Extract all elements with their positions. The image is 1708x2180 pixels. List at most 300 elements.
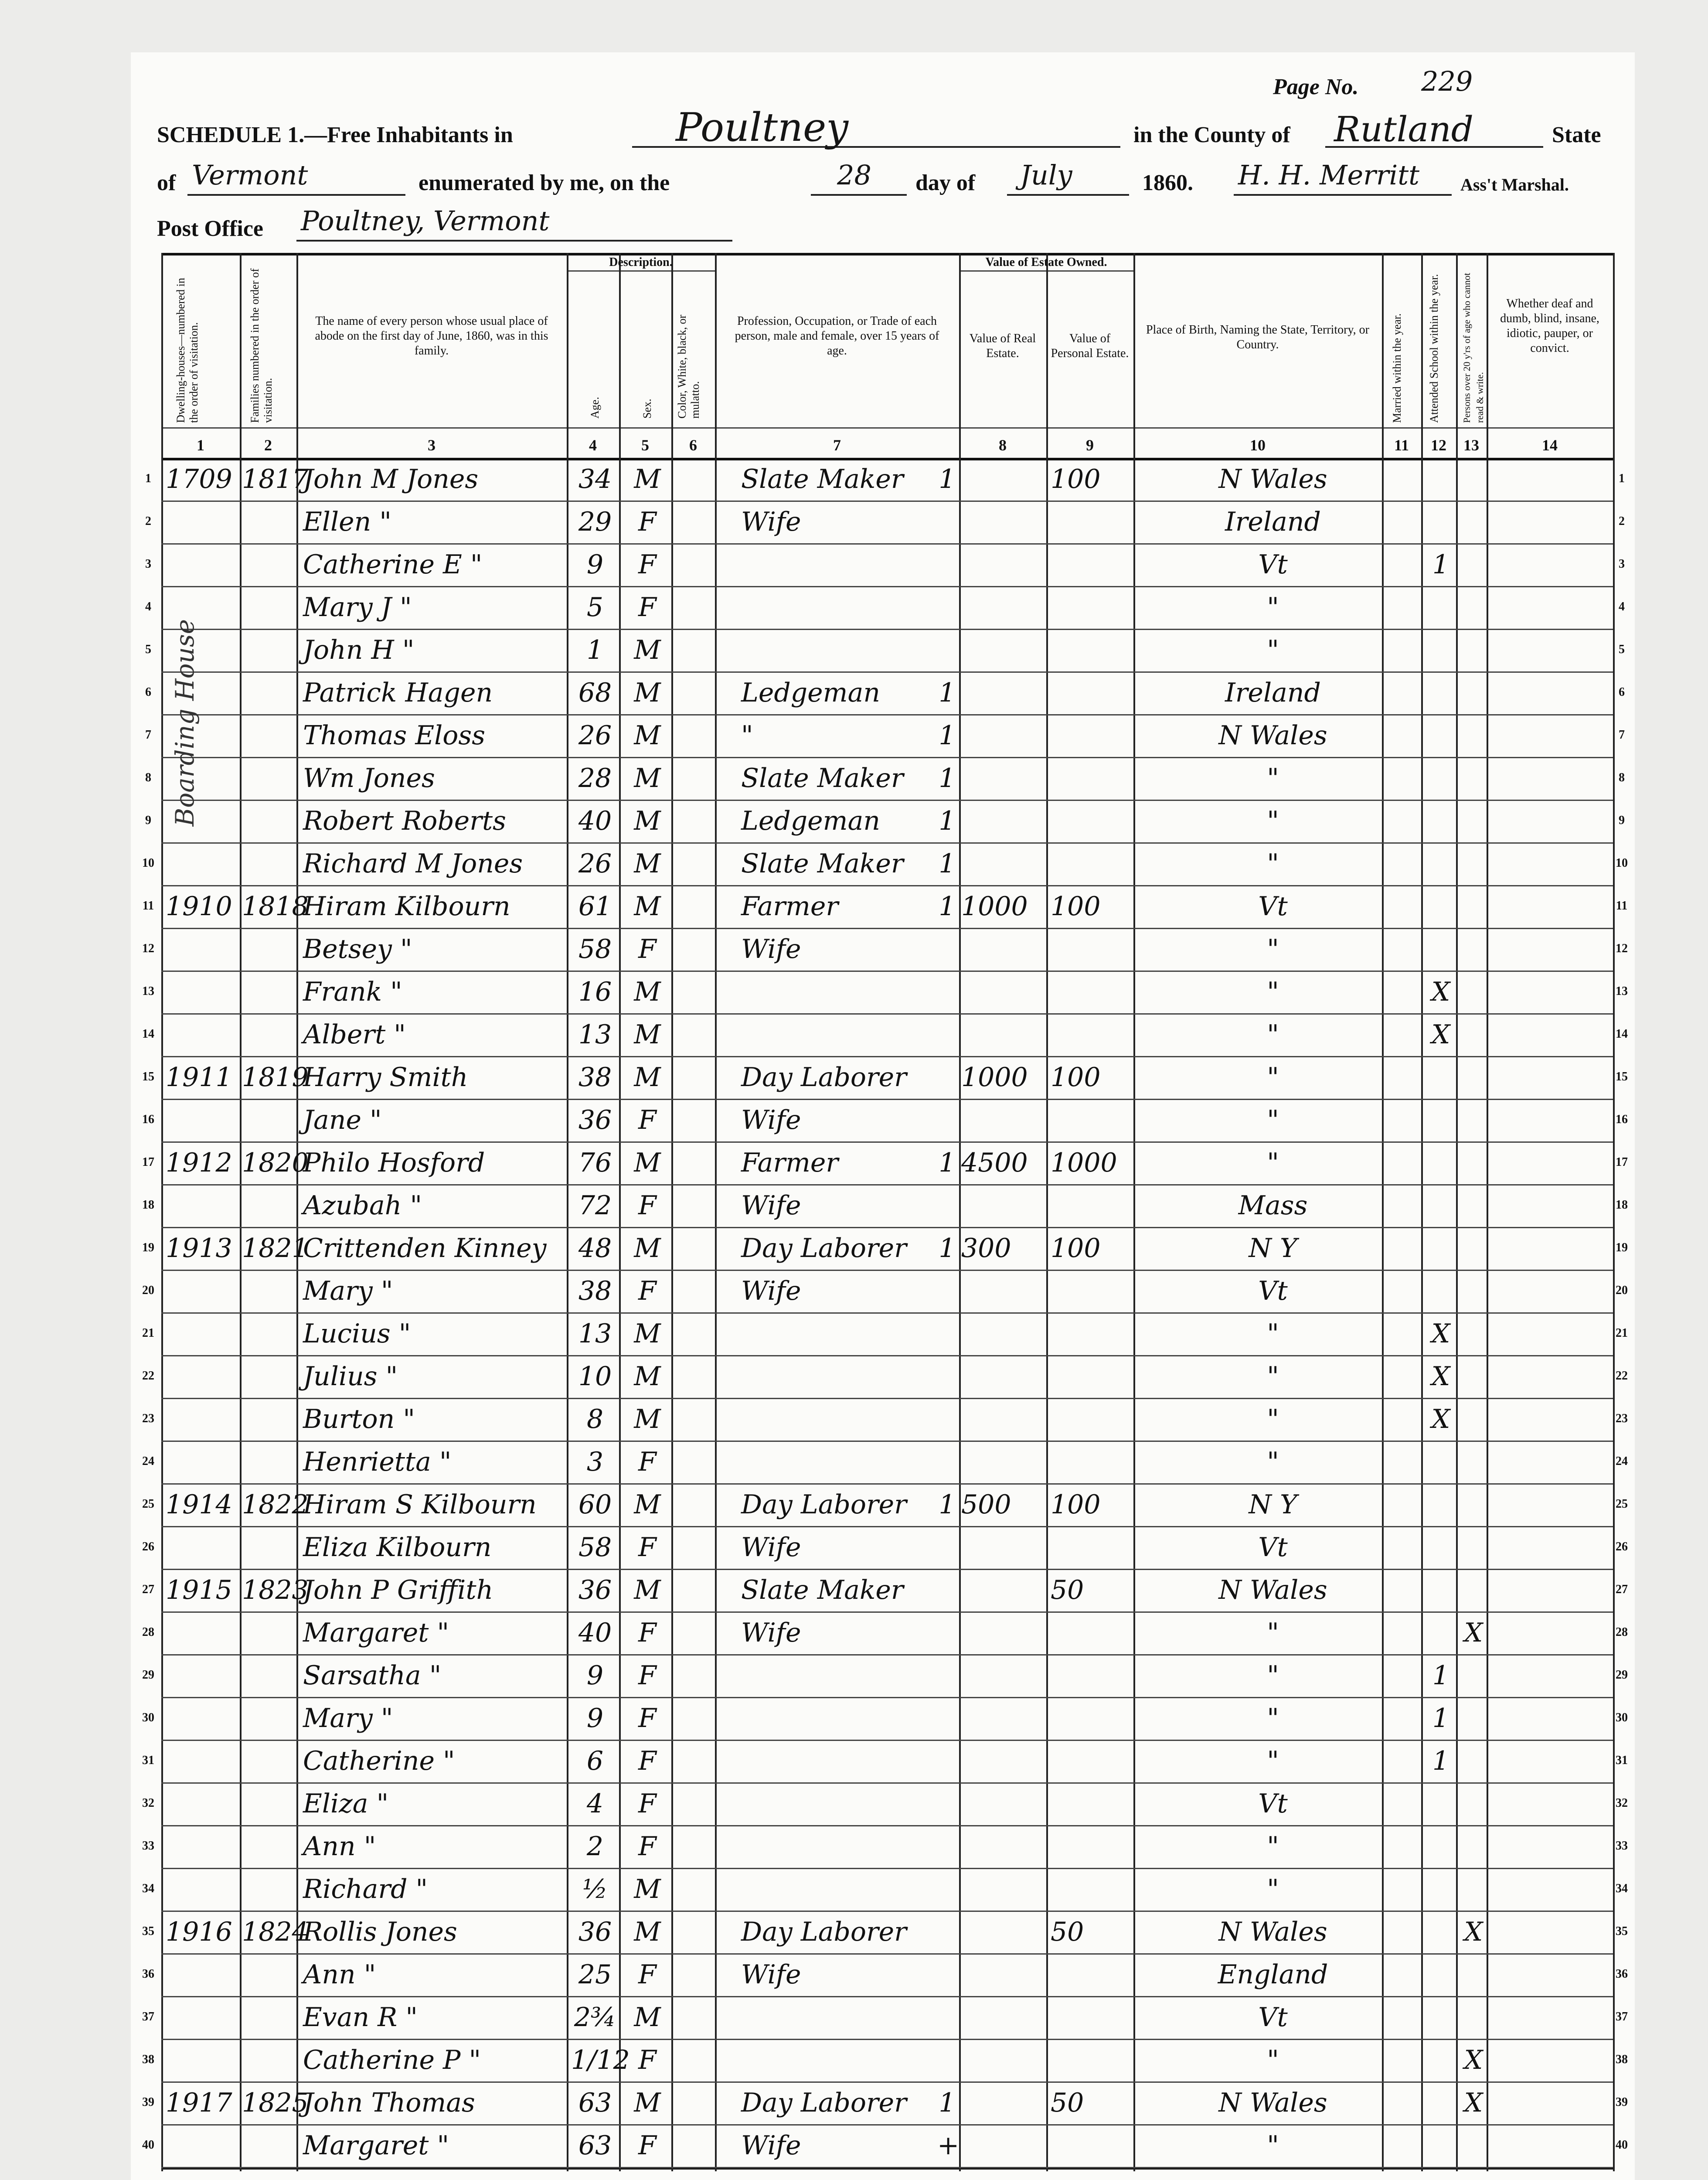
illiterate-mark: X xyxy=(1464,2045,1483,2075)
person-name: Ann " xyxy=(303,1959,376,1990)
occupation: Wife xyxy=(741,1276,801,1306)
birthplace: Vt xyxy=(1258,2002,1288,2033)
col-line-12 xyxy=(1456,253,1458,2171)
person-name: John M Jones xyxy=(303,464,479,494)
person-name: Robert Roberts xyxy=(303,806,506,836)
row-number: 19 xyxy=(142,1241,154,1254)
age: 36 xyxy=(578,1105,612,1135)
col-line-4 xyxy=(619,253,621,2171)
colnum-1: 1 xyxy=(197,436,204,454)
post-office-label: Post Office xyxy=(157,216,264,241)
row-line xyxy=(161,1441,1613,1442)
person-name: Richard " xyxy=(303,1874,428,1904)
birthplace: " xyxy=(1267,977,1279,1007)
row-line xyxy=(161,1227,1613,1228)
sex: F xyxy=(638,592,657,623)
occupation: Wife xyxy=(741,2130,801,2161)
occupation-mark: 1 xyxy=(939,2088,956,2118)
row-number: 40 xyxy=(1616,2138,1628,2152)
row-line xyxy=(161,501,1613,502)
header-value-owned: Value of Estate Owned. xyxy=(985,255,1107,269)
row-line xyxy=(161,1312,1613,1314)
row-number: 7 xyxy=(145,728,151,742)
row-line xyxy=(161,928,1613,929)
birthplace: " xyxy=(1267,1062,1279,1093)
dwelling-number: 1914 xyxy=(166,1489,232,1520)
day: 28 xyxy=(837,159,871,191)
row-number: 1 xyxy=(145,472,151,485)
occupation: Wife xyxy=(741,1532,801,1563)
col-line-0 xyxy=(161,253,163,2171)
sex: F xyxy=(638,1532,657,1563)
row-line xyxy=(161,586,1613,587)
real-estate-value: 500 xyxy=(961,1489,1011,1520)
row-number: 2 xyxy=(1619,514,1625,528)
age: 61 xyxy=(578,891,612,922)
family-number: 1822 xyxy=(242,1489,309,1520)
row-number: 23 xyxy=(1616,1412,1628,1425)
row-number: 9 xyxy=(145,814,151,827)
occupation: Ledgeman xyxy=(741,678,880,708)
real-estate-value: 1000 xyxy=(961,891,1028,922)
sex: F xyxy=(638,1105,657,1135)
header-sex: Sex. xyxy=(641,399,653,419)
sex: M xyxy=(634,720,661,751)
birthplace: " xyxy=(1267,592,1279,623)
row-number: 26 xyxy=(142,1540,154,1553)
row-number: 13 xyxy=(1616,984,1628,998)
occupation: Wife xyxy=(741,1105,801,1135)
row-line xyxy=(161,1782,1613,1784)
birthplace: " xyxy=(1267,1746,1279,1776)
row-number: 5 xyxy=(1619,643,1625,656)
person-name: Harry Smith xyxy=(303,1062,468,1093)
age: 48 xyxy=(578,1233,612,1264)
occupation-mark: 1 xyxy=(939,763,956,794)
row-number: 23 xyxy=(142,1412,154,1425)
age: 29 xyxy=(578,507,612,537)
sex: M xyxy=(634,763,661,794)
age: 9 xyxy=(586,549,604,580)
sex: F xyxy=(638,1618,657,1648)
row-number: 20 xyxy=(1616,1284,1628,1297)
colnum-14: 14 xyxy=(1542,436,1558,454)
row-line xyxy=(161,885,1613,886)
col-line-9 xyxy=(1133,253,1135,2171)
header-age: Age. xyxy=(589,397,601,419)
dwelling-number: 1709 xyxy=(166,464,232,494)
row-line xyxy=(161,1355,1613,1356)
row-number: 3 xyxy=(1619,557,1625,571)
row-number: 37 xyxy=(1616,2010,1628,2023)
birthplace: " xyxy=(1267,1874,1279,1904)
row-line xyxy=(161,1013,1613,1015)
marshal-label: Ass't Marshal. xyxy=(1460,175,1569,194)
person-name: Sarsatha " xyxy=(303,1660,442,1691)
birthplace: Vt xyxy=(1258,1788,1288,1819)
col-line-3 xyxy=(567,253,568,2171)
header-school: Attended School within the year. xyxy=(1428,274,1440,423)
row-number: 32 xyxy=(1616,1796,1628,1810)
family-number: 1821 xyxy=(242,1233,309,1264)
person-name: Albert " xyxy=(303,1019,406,1050)
age: 58 xyxy=(578,1532,612,1563)
row-number: 2 xyxy=(145,514,151,528)
row-number: 32 xyxy=(142,1796,154,1810)
row-number: 8 xyxy=(1619,771,1625,784)
row-number: 35 xyxy=(1616,1925,1628,1938)
school-mark: 1 xyxy=(1432,549,1449,580)
row-line xyxy=(161,1569,1613,1570)
sex: F xyxy=(638,507,657,537)
birthplace: Mass xyxy=(1238,1190,1308,1221)
age: 16 xyxy=(578,977,612,1007)
day-blank xyxy=(811,194,907,196)
row-line xyxy=(161,1740,1613,1741)
enumerated-label: enumerated by me, on the xyxy=(418,170,670,195)
school-mark: X xyxy=(1431,1361,1450,1392)
col-line-1 xyxy=(240,253,242,2171)
age: 40 xyxy=(578,1618,612,1648)
row-line xyxy=(161,1184,1613,1185)
row-number: 17 xyxy=(142,1155,154,1169)
birthplace: N Wales xyxy=(1218,1575,1327,1605)
person-name: Julius " xyxy=(303,1361,398,1392)
school-mark: X xyxy=(1431,1404,1450,1434)
school-mark: X xyxy=(1431,1019,1450,1050)
row-number: 5 xyxy=(145,643,151,656)
personal-estate-value: 100 xyxy=(1051,1233,1101,1264)
header-color: Color, White, black, or mulatto. xyxy=(676,314,701,419)
row-number: 21 xyxy=(1616,1326,1628,1340)
sex: F xyxy=(638,2045,657,2075)
dwelling-number: 1910 xyxy=(166,891,232,922)
occupation: Slate Maker xyxy=(741,464,904,494)
age: 38 xyxy=(578,1062,612,1093)
age: 1/12 xyxy=(571,2045,630,2075)
row-number: 1 xyxy=(1619,472,1625,485)
row-number: 38 xyxy=(142,2053,154,2066)
birthplace: " xyxy=(1267,1148,1279,1178)
column-header-bottom xyxy=(161,427,1613,429)
row-number: 16 xyxy=(1616,1113,1628,1126)
sex: M xyxy=(634,977,661,1007)
row-number: 22 xyxy=(1616,1369,1628,1383)
occupation-mark: 1 xyxy=(939,1148,956,1178)
personal-estate-value: 100 xyxy=(1051,1062,1101,1093)
occupation: Day Laborer xyxy=(741,1062,907,1093)
age: 26 xyxy=(578,720,612,751)
month: July xyxy=(1020,159,1072,191)
header-married: Married within the year. xyxy=(1391,313,1403,423)
occupation: Slate Maker xyxy=(741,848,904,879)
person-name: Burton " xyxy=(303,1404,415,1434)
occupation: Wife xyxy=(741,934,801,964)
page-number-label: Page No. xyxy=(1273,75,1359,99)
marshal: H. H. Merritt xyxy=(1238,159,1420,191)
row-number: 10 xyxy=(142,856,154,870)
personal-estate-value: 50 xyxy=(1051,1917,1084,1947)
row-line xyxy=(161,1611,1613,1613)
row-number: 24 xyxy=(142,1454,154,1468)
table-top-border xyxy=(161,253,1613,255)
sex: M xyxy=(634,1019,661,1050)
occupation-mark: 1 xyxy=(939,1233,956,1264)
sex: M xyxy=(634,2088,661,2118)
row-number: 8 xyxy=(145,771,151,784)
real-estate-value: 4500 xyxy=(961,1148,1028,1178)
row-line xyxy=(161,1141,1613,1143)
person-name: Thomas Eloss xyxy=(303,720,486,751)
illiterate-mark: X xyxy=(1464,1618,1483,1648)
sex: M xyxy=(634,635,661,665)
occupation-mark: 1 xyxy=(939,1489,956,1520)
sex: F xyxy=(638,1831,657,1862)
age: 2¾ xyxy=(574,2002,616,2033)
birthplace: " xyxy=(1267,806,1279,836)
row-number: 27 xyxy=(1616,1583,1628,1596)
sex: M xyxy=(634,1361,661,1392)
row-number: 11 xyxy=(142,899,154,913)
row-line xyxy=(161,714,1613,715)
sex: M xyxy=(634,891,661,922)
person-name: Rollis Jones xyxy=(303,1917,457,1947)
row-number: 35 xyxy=(142,1925,154,1938)
personal-estate-value: 100 xyxy=(1051,891,1101,922)
colnum-4: 4 xyxy=(589,436,597,454)
personal-estate-value: 100 xyxy=(1051,1489,1101,1520)
sex: F xyxy=(638,1703,657,1734)
occupation-mark: 1 xyxy=(939,806,956,836)
age: 5 xyxy=(586,592,604,623)
dwelling-number: 1911 xyxy=(166,1062,232,1093)
occupation-mark: 1 xyxy=(939,891,956,922)
person-name: Eliza " xyxy=(303,1788,389,1819)
row-number: 37 xyxy=(142,2010,154,2023)
row-number: 34 xyxy=(1616,1882,1628,1895)
dwelling-number: 1913 xyxy=(166,1233,232,1264)
family-number: 1825 xyxy=(242,2088,309,2118)
dwelling-number: 1915 xyxy=(166,1575,232,1605)
row-line xyxy=(161,1483,1613,1485)
row-line xyxy=(161,2124,1613,2126)
row-number: 14 xyxy=(142,1027,154,1041)
row-number: 12 xyxy=(1616,942,1628,955)
row-number: 36 xyxy=(1616,1967,1628,1981)
marshal-blank xyxy=(1234,194,1452,196)
of-label: of xyxy=(157,170,176,195)
occupation: Farmer xyxy=(741,1148,839,1178)
col-line-7 xyxy=(959,253,961,2171)
school-mark: 1 xyxy=(1432,1703,1449,1734)
school-mark: 1 xyxy=(1432,1746,1449,1776)
personal-estate-value: 50 xyxy=(1051,1575,1084,1605)
birthplace: Vt xyxy=(1258,549,1288,580)
family-number: 1818 xyxy=(242,891,309,922)
person-name: Betsey " xyxy=(303,934,412,964)
birthplace: N Y xyxy=(1249,1489,1297,1520)
birthplace: " xyxy=(1267,1404,1279,1434)
row-number: 30 xyxy=(142,1711,154,1724)
row-number: 28 xyxy=(142,1625,154,1639)
person-name: Lucius " xyxy=(303,1318,411,1349)
sex: F xyxy=(638,1447,657,1477)
sex: M xyxy=(634,806,661,836)
sex: M xyxy=(634,1148,661,1178)
occupation-mark: 1 xyxy=(939,464,956,494)
description-divider xyxy=(567,270,715,272)
age: 58 xyxy=(578,934,612,964)
age: 38 xyxy=(578,1276,612,1306)
row-line xyxy=(161,1398,1613,1399)
person-name: Eliza Kilbourn xyxy=(303,1532,492,1563)
birthplace: Ireland xyxy=(1225,678,1321,708)
row-number: 22 xyxy=(142,1369,154,1383)
person-name: John H " xyxy=(303,635,415,665)
row-number: 20 xyxy=(142,1284,154,1297)
row-number: 33 xyxy=(142,1839,154,1853)
family-number: 1823 xyxy=(242,1575,309,1605)
person-name: Margaret " xyxy=(303,2130,449,2161)
row-number: 15 xyxy=(142,1070,154,1083)
row-line xyxy=(161,2167,1613,2168)
age: 2 xyxy=(586,1831,604,1862)
birthplace: " xyxy=(1267,1361,1279,1392)
age: 25 xyxy=(578,1959,612,1990)
colnum-5: 5 xyxy=(641,436,649,454)
row-number: 24 xyxy=(1616,1454,1628,1468)
row-line xyxy=(161,1056,1613,1057)
person-name: John Thomas xyxy=(303,2088,475,2118)
person-name: Mary " xyxy=(303,1276,393,1306)
row-number: 26 xyxy=(1616,1540,1628,1553)
row-number: 16 xyxy=(142,1113,154,1126)
margin-note: Boarding House xyxy=(170,619,200,827)
year: 1860. xyxy=(1142,170,1193,195)
family-number: 1817 xyxy=(242,464,309,494)
age: 28 xyxy=(578,763,612,794)
age: 3 xyxy=(586,1447,604,1477)
header-personal-estate: Value of Personal Estate. xyxy=(1051,332,1129,360)
column-number-bottom xyxy=(161,458,1613,460)
age: 13 xyxy=(578,1019,612,1050)
age: 72 xyxy=(578,1190,612,1221)
person-name: Mary " xyxy=(303,1703,393,1734)
occupation: Day Laborer xyxy=(741,1489,907,1520)
row-line xyxy=(161,757,1613,758)
sex: M xyxy=(634,1575,661,1605)
header-families: Families numbered in the order of visitation. xyxy=(248,268,274,423)
person-name: John P Griffith xyxy=(303,1575,493,1605)
header-name: The name of every person whose usual place of abode on the first day of June, 1860, was in this family. xyxy=(315,314,548,358)
age: 76 xyxy=(578,1148,612,1178)
header-birthplace: Place of Birth, Naming the State, Territory, or Country. xyxy=(1146,323,1370,351)
occupation-mark: 1 xyxy=(939,848,956,879)
family-number: 1819 xyxy=(242,1062,309,1093)
census-sheet xyxy=(131,52,1635,2180)
sex: F xyxy=(638,1190,657,1221)
person-name: Wm Jones xyxy=(303,763,435,794)
occupation: Day Laborer xyxy=(741,2088,907,2118)
age: 6 xyxy=(586,1746,604,1776)
sex: F xyxy=(638,2130,657,2161)
row-number: 15 xyxy=(1616,1070,1628,1083)
sex: M xyxy=(634,1874,661,1904)
row-number: 39 xyxy=(142,2095,154,2109)
row-number: 39 xyxy=(1616,2095,1628,2109)
header-occupation: Profession, Occupation, or Trade of each person, male and female, over 15 years of age. xyxy=(735,314,939,358)
occupation-mark: + xyxy=(937,2130,959,2161)
age: 60 xyxy=(578,1489,612,1520)
row-line xyxy=(161,2039,1613,2040)
row-number: 18 xyxy=(142,1198,154,1212)
county-label: in the County of xyxy=(1133,123,1290,147)
age: 4 xyxy=(586,1788,604,1819)
row-number: 9 xyxy=(1619,814,1625,827)
row-line xyxy=(161,1526,1613,1527)
town: Poultney xyxy=(676,105,849,150)
row-number: 11 xyxy=(1616,899,1628,913)
state-label: State xyxy=(1552,123,1601,147)
row-number: 31 xyxy=(142,1754,154,1767)
birthplace: N Wales xyxy=(1218,464,1327,494)
sex: M xyxy=(634,1233,661,1264)
school-mark: 1 xyxy=(1432,1660,1449,1691)
sex: M xyxy=(634,1062,661,1093)
row-line xyxy=(161,1953,1613,1955)
row-number: 27 xyxy=(142,1583,154,1596)
person-name: Philo Hosford xyxy=(303,1148,485,1178)
col-line-13 xyxy=(1487,253,1488,2171)
birthplace: " xyxy=(1267,2130,1279,2161)
sex: M xyxy=(634,464,661,494)
occupation: Wife xyxy=(741,1959,801,1990)
occupation: " xyxy=(741,720,753,751)
sex: F xyxy=(638,1660,657,1691)
occupation: Slate Maker xyxy=(741,1575,904,1605)
day-of-label: day of xyxy=(915,170,976,195)
row-line xyxy=(161,1825,1613,1826)
dwelling-number: 1917 xyxy=(166,2088,232,2118)
page-number: 229 xyxy=(1421,65,1473,97)
school-mark: X xyxy=(1431,1318,1450,1349)
birthplace: " xyxy=(1267,848,1279,879)
person-name: Evan R " xyxy=(303,2002,418,2033)
birthplace: " xyxy=(1267,635,1279,665)
illiterate-mark: X xyxy=(1464,1917,1483,1947)
person-name: Henrietta " xyxy=(303,1447,452,1477)
birthplace: " xyxy=(1267,763,1279,794)
sex: F xyxy=(638,549,657,580)
real-estate-value: 1000 xyxy=(961,1062,1028,1093)
sex: M xyxy=(634,2002,661,2033)
row-number: 12 xyxy=(142,942,154,955)
birthplace: " xyxy=(1267,1618,1279,1648)
row-number: 40 xyxy=(142,2138,154,2152)
header-real-estate: Value of Real Estate. xyxy=(969,332,1036,360)
row-number: 25 xyxy=(142,1497,154,1511)
row-number: 29 xyxy=(142,1668,154,1682)
row-number: 7 xyxy=(1619,728,1625,742)
row-number: 34 xyxy=(142,1882,154,1895)
sex: F xyxy=(638,1788,657,1819)
sex: M xyxy=(634,1404,661,1434)
birthplace: " xyxy=(1267,1831,1279,1862)
age: 40 xyxy=(578,806,612,836)
state-blank xyxy=(187,194,405,196)
sex: F xyxy=(638,934,657,964)
schedule-label: SCHEDULE 1.—Free Inhabitants in xyxy=(157,123,513,147)
